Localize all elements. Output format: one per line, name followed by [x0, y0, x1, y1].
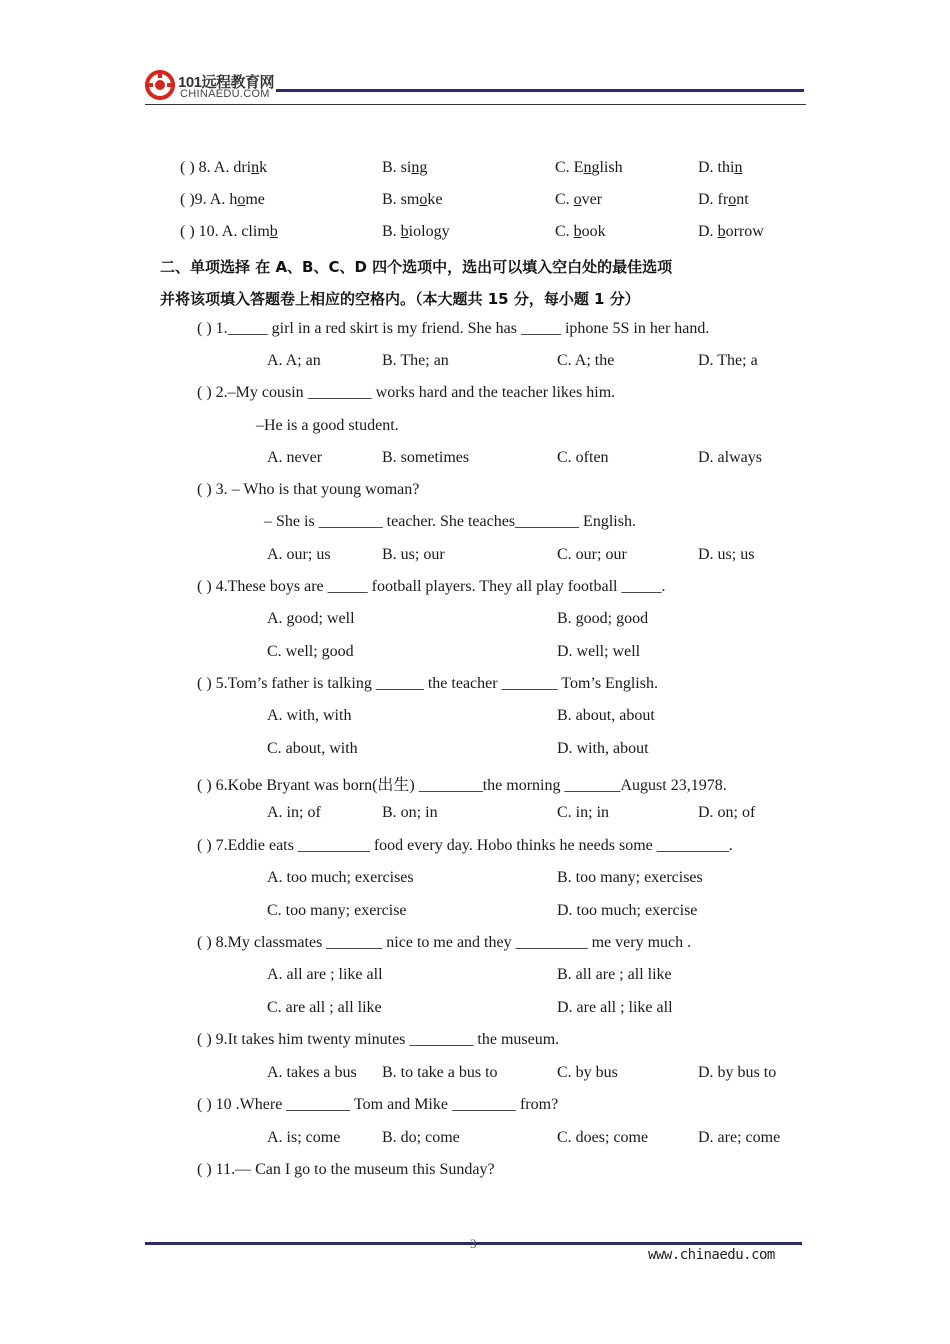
phonetics-q9-stem: ( )9. A. home — [180, 191, 265, 208]
question-9-option-d: D. by bus to — [698, 1064, 777, 1081]
question-5-option-b: B. about, about — [557, 707, 655, 724]
phonetics-q8-option-d: D. thin — [698, 159, 743, 176]
header-thin-rule — [145, 104, 806, 105]
phonetics-q10-option-b: B. biology — [382, 223, 450, 240]
page-number: 3 — [470, 1236, 477, 1251]
question-10-option-d: D. are; come — [698, 1129, 781, 1146]
question-10-option-a: A. is; come — [267, 1129, 341, 1146]
phonetics-q9-option-c: C. over — [555, 191, 603, 208]
question-2-option-d: D. always — [698, 449, 762, 466]
question-7-option-a: A. too much; exercises — [267, 869, 414, 886]
question-6-option-a: A. in; of — [267, 804, 321, 821]
question-9-option-c: C. by bus — [557, 1064, 618, 1081]
question-4-stem: ( ) 4.These boys are _____ football players. They all play football _____. — [197, 578, 666, 595]
question-1-option-a: A. A; an — [267, 352, 321, 369]
logo-subtitle: CHINAEDU.COM — [180, 88, 270, 100]
question-6-option-d: D. on; of — [698, 804, 756, 821]
question-5-option-c: C. about, with — [267, 740, 358, 757]
question-3-dialogue: – She is ________ teacher. She teaches________ English. — [264, 513, 636, 530]
question-11-stem: ( ) 11.— Can I go to the museum this Sunday? — [197, 1161, 495, 1178]
header-rule — [276, 89, 804, 92]
question-6-option-c: C. in; in — [557, 804, 610, 821]
phonetics-q8-option-b: B. sing — [382, 159, 428, 176]
section-title-line-1: 二、单项选择 在 A、B、C、D 四个选项中，选出可以填入空白处的最佳选项 — [160, 258, 673, 276]
phonetics-q8-stem: ( ) 8. A. drink — [180, 159, 268, 176]
question-7-stem: ( ) 7.Eddie eats _________ food every day. Hobo thinks he needs some _________. — [197, 837, 733, 854]
question-2-option-b: B. sometimes — [382, 449, 470, 466]
question-3-option-a: A. our; us — [267, 546, 331, 563]
question-5-stem: ( ) 5.Tom’s father is talking ______ the teacher _______ Tom’s English. — [197, 675, 658, 692]
question-1-option-c: C. A; the — [557, 352, 615, 369]
phonetics-q10-stem: ( ) 10. A. climb — [180, 223, 278, 240]
question-2-option-c: C. often — [557, 449, 609, 466]
footer-url: www.chinaedu.com — [648, 1247, 775, 1263]
question-5-option-a: A. with, with — [267, 707, 352, 724]
question-9-option-a: A. takes a bus — [267, 1064, 357, 1081]
question-8-option-a: A. all are ; like all — [267, 966, 383, 983]
question-2-stem: ( ) 2.–My cousin ________ works hard and the teacher likes him. — [197, 384, 616, 401]
question-10-stem: ( ) 10 .Where ________ Tom and Mike ________ from? — [197, 1096, 559, 1113]
section-title-line-2: 并将该项填入答题卷上相应的空格内。（本大题共 15 分，每小题 1 分） — [160, 290, 640, 308]
question-1-option-d: D. The; a — [698, 352, 758, 369]
question-4-option-b: B. good; good — [557, 610, 649, 627]
question-2-option-a: A. never — [267, 449, 323, 466]
question-10-option-b: B. do; come — [382, 1129, 460, 1146]
question-4-option-a: A. good; well — [267, 610, 355, 627]
question-3-option-b: B. us; our — [382, 546, 445, 563]
question-5-option-d: D. with, about — [557, 740, 649, 757]
phonetics-q8-option-c: C. English — [555, 159, 623, 176]
question-3-option-c: C. our; our — [557, 546, 627, 563]
phonetics-q10-option-d: D. borrow — [698, 223, 764, 240]
chinaedu-logo-icon — [145, 70, 175, 100]
question-8-option-d: D. are all ; like all — [557, 999, 673, 1016]
question-6-option-b: B. on; in — [382, 804, 438, 821]
question-3-option-d: D. us; us — [698, 546, 755, 563]
logo-title: 101远程教育网 — [178, 74, 275, 91]
question-7-option-c: C. too many; exercise — [267, 902, 407, 919]
question-1-option-b: B. The; an — [382, 352, 449, 369]
question-8-option-b: B. all are ; all like — [557, 966, 672, 983]
question-7-option-d: D. too much; exercise — [557, 902, 698, 919]
question-9-stem: ( ) 9.It takes him twenty minutes ________ the museum. — [197, 1031, 560, 1048]
question-7-option-b: B. too many; exercises — [557, 869, 703, 886]
question-8-option-c: C. are all ; all like — [267, 999, 382, 1016]
question-9-option-b: B. to take a bus to — [382, 1064, 498, 1081]
question-2-dialogue: –He is a good student. — [256, 417, 399, 434]
question-8-stem: ( ) 8.My classmates _______ nice to me and they _________ me very much . — [197, 934, 692, 951]
question-10-option-c: C. does; come — [557, 1129, 649, 1146]
phonetics-q9-option-d: D. front — [698, 191, 749, 208]
phonetics-q9-option-b: B. smoke — [382, 191, 443, 208]
question-4-option-c: C. well; good — [267, 643, 354, 660]
question-3-stem: ( ) 3. – Who is that young woman? — [197, 481, 420, 498]
question-4-option-d: D. well; well — [557, 643, 641, 660]
question-6-stem: ( ) 6.Kobe Bryant was born(出生) ________the morning _______August 23,1978. — [197, 777, 727, 794]
question-1-stem: ( ) 1._____ girl in a red skirt is my friend. She has _____ iphone 5S in her hand. — [197, 320, 710, 337]
phonetics-q10-option-c: C. book — [555, 223, 606, 240]
